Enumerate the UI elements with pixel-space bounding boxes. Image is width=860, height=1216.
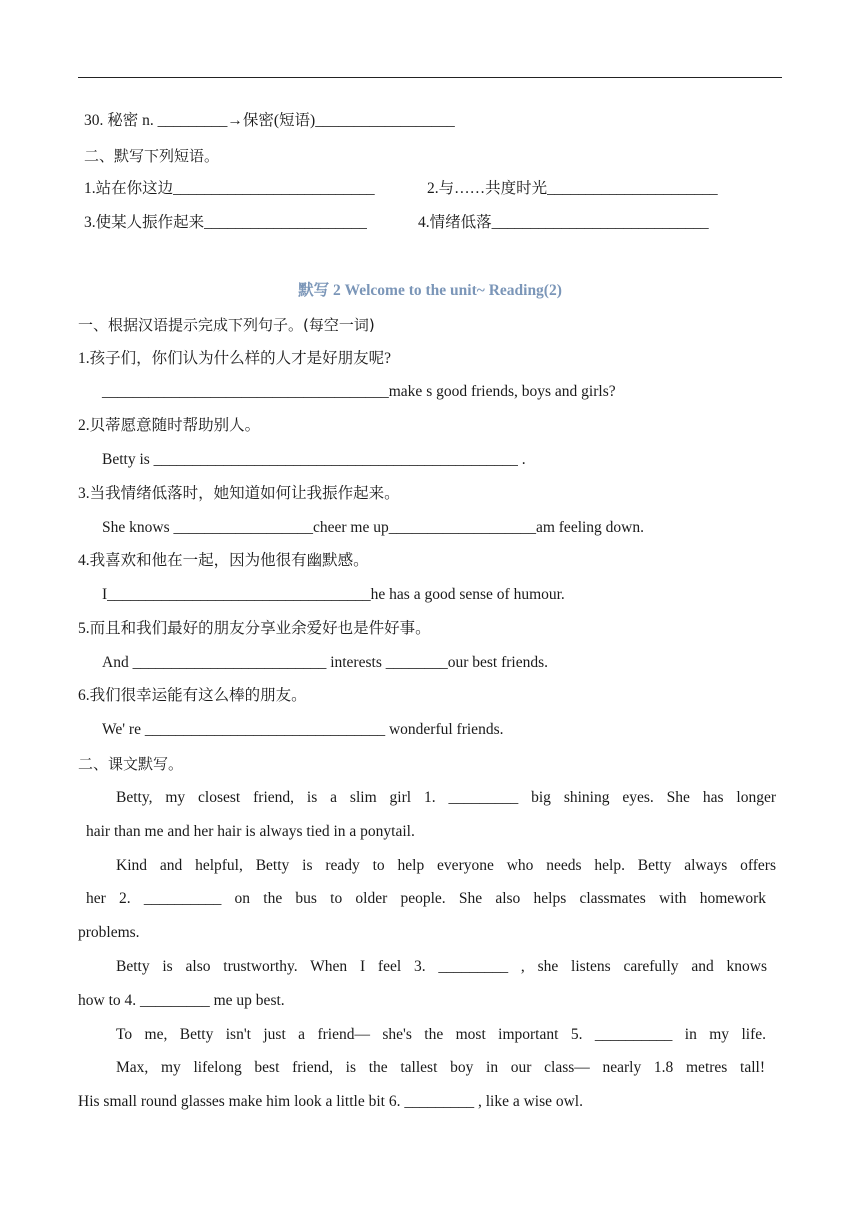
passage-line: hair than me and her hair is always tied in a ponytail. <box>86 823 415 840</box>
question-cn: 5.而且和我们最好的朋友分享业余爱好也是件好事。 <box>78 620 431 637</box>
question-en: I__________________________________he has a good sense of humour. <box>102 586 565 603</box>
passage-line: To me, Betty isn't just a friend— she's the most important 5. __________ in my life. <box>116 1026 766 1043</box>
phrase-2: 2.与……共度时光______________________ <box>427 180 718 197</box>
section-heading-phrases: 二、默写下列短语。 <box>84 147 220 165</box>
page-title: 默写 2 Welcome to the unit~ Reading(2) <box>298 282 562 299</box>
question-en: She knows __________________cheer me up___________________am feeling down. <box>102 519 645 536</box>
question-en: And _________________________ interests ________our best friends. <box>102 654 549 671</box>
question-cn: 2.贝蒂愿意随时帮助别人。 <box>78 417 261 434</box>
passage-line: how to 4. _________ me up best. <box>78 992 285 1009</box>
section-heading-sentences: 一、根据汉语提示完成下列句子。(每空一词) <box>78 316 375 334</box>
phrase-4: 4.情绪低落____________________________ <box>418 214 709 231</box>
passage-line: Max, my lifelong best friend, is the tallest boy in our class— nearly 1.8 metres tall! <box>116 1059 765 1076</box>
passage-line: His small round glasses make him look a little bit 6. _________ , like a wise owl. <box>78 1093 583 1110</box>
passage-line: her 2. __________ on the bus to older people. She also helps classmates with homework <box>86 890 766 907</box>
question-en: _____________________________________make s good friends, boys and girls? <box>102 383 616 400</box>
item-30: 30. 秘密 n. _________→保密(短语)__________________ <box>84 112 455 129</box>
passage-line: Betty, my closest friend, is a slim girl 1. _________ big shining eyes. She has longer <box>116 789 776 806</box>
passage-line: problems. <box>78 924 140 941</box>
header-rule <box>78 77 782 78</box>
question-en: Betty is _______________________________________________ . <box>102 451 526 468</box>
phrase-1: 1.站在你这边__________________________ <box>84 180 375 197</box>
section-heading-passage: 二、课文默写。 <box>78 755 184 773</box>
question-cn: 1.孩子们，你们认为什么样的人才是好朋友呢? <box>78 350 392 367</box>
phrase-3: 3.使某人振作起来_____________________ <box>84 214 367 231</box>
question-en: We' re _______________________________ wonderful friends. <box>102 721 504 738</box>
question-cn: 6.我们很幸运能有这么棒的朋友。 <box>78 687 307 704</box>
question-cn: 3.当我情绪低落时，她知道如何让我振作起来。 <box>78 485 400 502</box>
question-cn: 4.我喜欢和他在一起，因为他很有幽默感。 <box>78 552 369 569</box>
passage-line: Kind and helpful, Betty is ready to help everyone who needs help. Betty always offers <box>116 857 776 874</box>
passage-line: Betty is also trustworthy. When I feel 3. _________ , she listens carefully and knows <box>116 958 767 975</box>
